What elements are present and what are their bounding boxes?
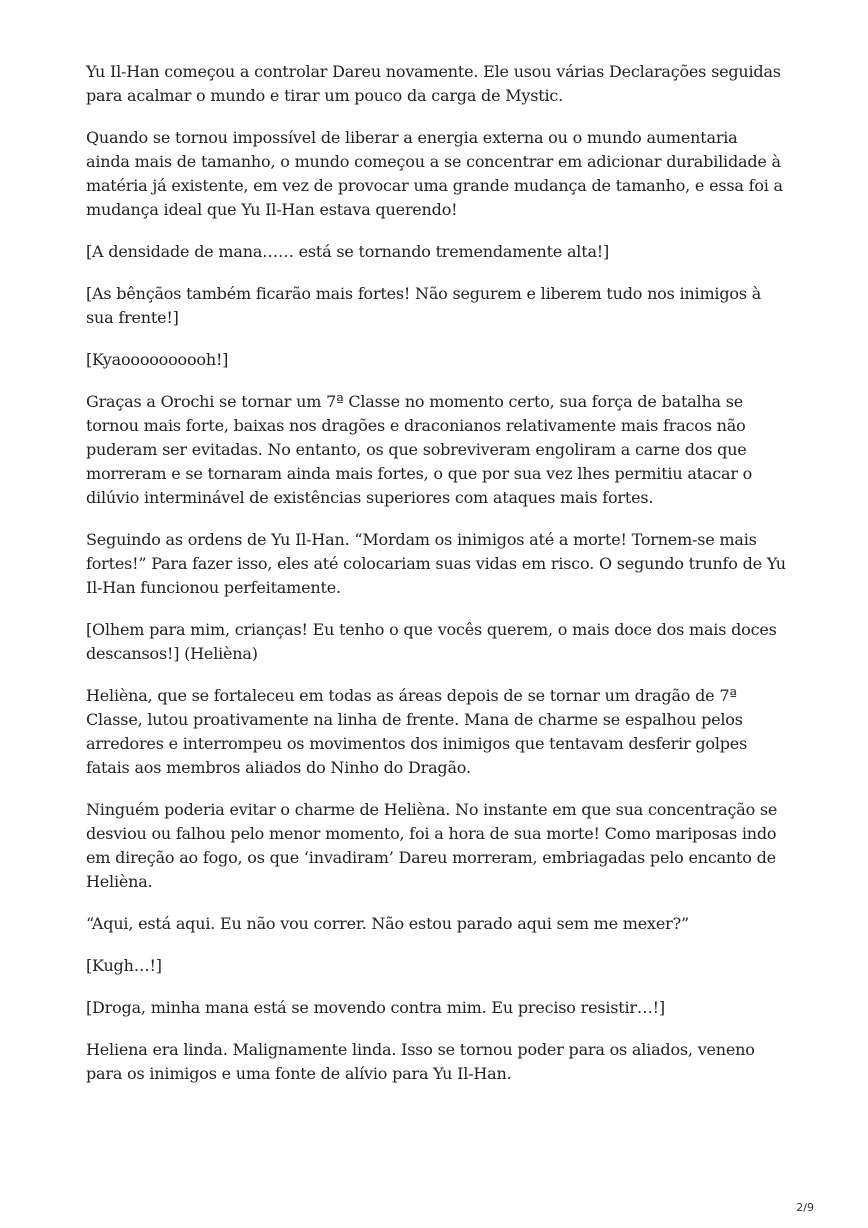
paragraph: [Olhem para mim, crianças! Eu tenho o que vocês querem, o mais doce dos mais doces descansos!] (Helièna) <box>86 620 777 663</box>
paragraph: Heliena era linda. Malignamente linda. Isso se tornou poder para os aliados, veneno para os inimigos e uma fonte de alívio para Yu Il-Han. <box>86 1040 755 1083</box>
paragraph: Graças a Orochi se tornar um 7ª Classe no momento certo, sua força de batalha se tornou mais forte, baixas nos dragões e draconianos relativamente mais fracos não puderam ser evitadas. No entanto, os que sobreviveram engoliram a carne dos que morreram e se tornaram ainda mais fortes, o que por sua vez lhes permitiu atacar o dilúvio interminável de existências superiores com ataques mais fortes. <box>86 392 753 507</box>
paragraph: Quando se tornou impossível de liberar a energia externa ou o mundo aumentaria ainda mais de tamanho, o mundo começou a se concentrar em adicionar durabilidade à matéria já existente, em vez de provocar uma grande mudança de tamanho, e essa foi a mudança ideal que Yu Il-Han estava querendo! <box>86 128 783 219</box>
paragraph: “Aqui, está aqui. Eu não vou correr. Não estou parado aqui sem me mexer?” <box>86 914 689 933</box>
document-body <box>86 60 786 1104</box>
paragraph: Yu Il-Han começou a controlar Dareu novamente. Ele usou várias Declarações seguidas para acalmar o mundo e tirar um pouco da carga de Mystic. <box>86 62 781 105</box>
page-number: 2/9 <box>796 1201 814 1214</box>
paragraph: [Droga, minha mana está se movendo contra mim. Eu preciso resistir…!] <box>86 998 665 1017</box>
paragraph: Helièna, que se fortaleceu em todas as áreas depois de se tornar um dragão de 7ª Classe, lutou proativamente na linha de frente. Mana de charme se espalhou pelos arredores e interrompeu os movimentos dos inimigos que tentavam desferir golpes fatais aos membros aliados do Ninho do Dragão. <box>86 686 748 777</box>
paragraph: [A densidade de mana…… está se tornando tremendamente alta!] <box>86 242 610 261</box>
paragraph: [Kugh…!] <box>86 956 162 975</box>
paragraph: Seguindo as ordens de Yu Il-Han. “Mordam os inimigos até a morte! Tornem-se mais fortes!” Para fazer isso, eles até colocariam suas vidas em risco. O segundo trunfo de Yu Il-Han funcionou perfeitamente. <box>86 530 786 597</box>
paragraph: Ninguém poderia evitar o charme de Helièna. No instante em que sua concentração se desviou ou falhou pelo menor momento, foi a hora de sua morte! Como mariposas indo em direção ao fogo, os que ‘invadiram’ Dareu morreram, embriagadas pelo encanto de Helièna. <box>86 800 778 891</box>
paragraph: [Kyaoooooooooh!] <box>86 350 229 369</box>
paragraph: [As bênçãos também ficarão mais fortes! Não segurem e liberem tudo nos inimigos à sua frente!] <box>86 284 762 327</box>
